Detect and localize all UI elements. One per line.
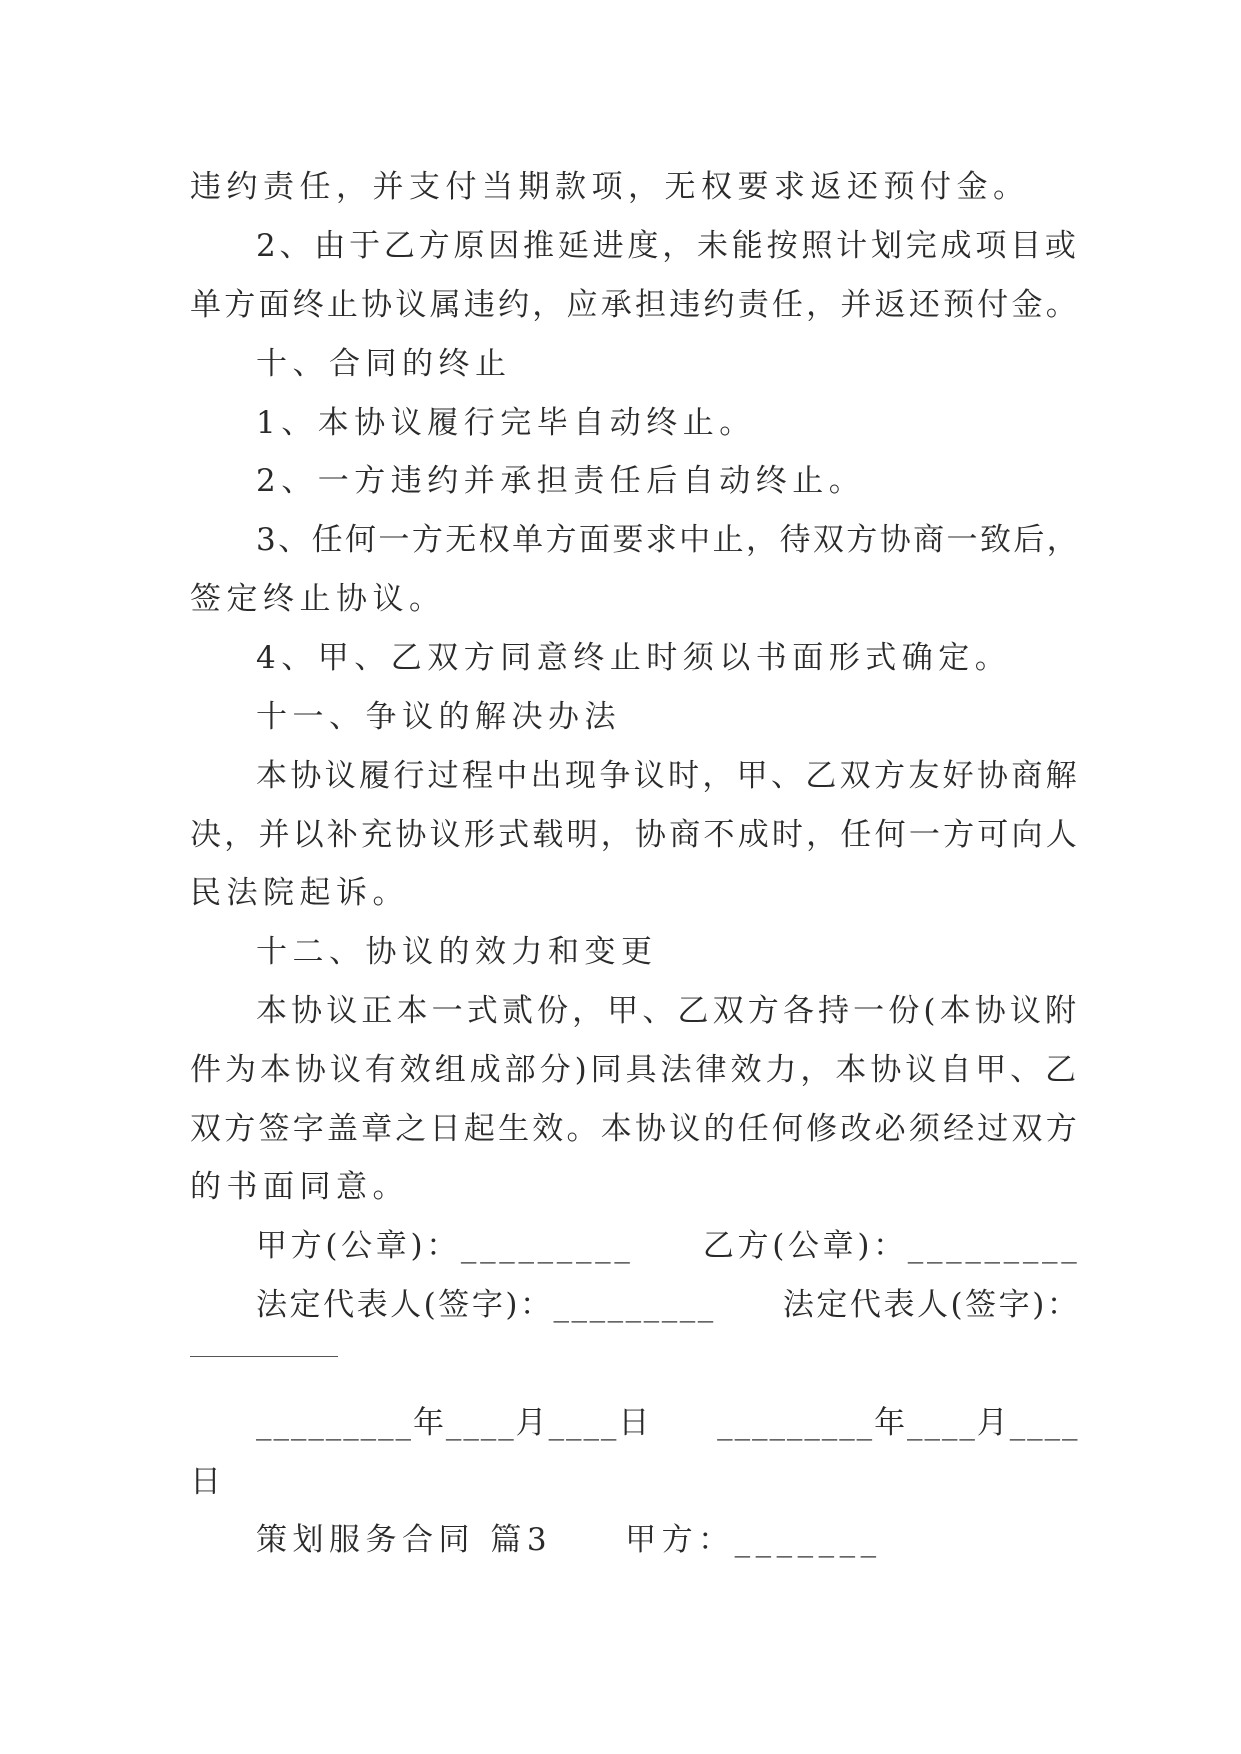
signature-blank-rule xyxy=(190,1356,338,1357)
paragraph-line: 违约责任，并支付当期款项，无权要求返还预付金。 xyxy=(190,169,1030,205)
clause-10-3: 3、任何一方无权单方面要求中止，待双方协商一致后， xyxy=(256,522,1081,558)
paragraph-line: 件为本协议有效组成部分)同具法律效力，本协议自甲、乙 xyxy=(190,1052,1081,1088)
paragraph-line: 决，并以补充协议形式载明，协商不成时，任何一方可向人 xyxy=(190,817,1080,853)
clause-10-1: 1、本协议履行完毕自动终止。 xyxy=(256,405,756,441)
clause-10-4: 4、甲、乙双方同意终止时须以书面形式确定。 xyxy=(256,640,1012,676)
signature-line: 法定代表人(签字)：_________ 法定代表人(签字)： xyxy=(256,1287,1081,1323)
clause-10-2: 2、一方违约并承担责任后自动终止。 xyxy=(256,463,866,499)
paragraph-line: 本协议正本一式贰份，甲、乙双方各持一份(本协议附 xyxy=(256,993,1081,1029)
next-contract-heading: 策划服务合同 篇3 甲方：_______ xyxy=(256,1522,882,1558)
section-heading-validity: 十二、协议的效力和变更 xyxy=(256,934,658,970)
paragraph-line: 签定终止协议。 xyxy=(190,581,446,617)
paragraph-line: 双方签字盖章之日起生效。本协议的任何修改必须经过双方 xyxy=(190,1111,1080,1147)
paragraph-line: 日 xyxy=(190,1464,227,1500)
paragraph-line: 本协议履行过程中出现争议时，甲、乙双方友好协商解 xyxy=(256,758,1080,794)
section-heading-termination: 十、合同的终止 xyxy=(256,346,512,382)
paragraph-line: 的书面同意。 xyxy=(190,1169,409,1205)
clause-9-2: 2、由于乙方原因推延进度，未能按照计划完成项目或 xyxy=(256,228,1080,264)
paragraph-line: 单方面终止协议属违约，应承担违约责任，并返还预付金。 xyxy=(190,287,1080,323)
date-line: _________年____月____日 _________年____月____ xyxy=(256,1405,1080,1441)
section-heading-dispute: 十一、争议的解决办法 xyxy=(256,699,621,735)
seal-line: 甲方(公章)：_________ 乙方(公章)：_________ xyxy=(256,1228,1081,1264)
paragraph-line: 民法院起诉。 xyxy=(190,875,409,911)
